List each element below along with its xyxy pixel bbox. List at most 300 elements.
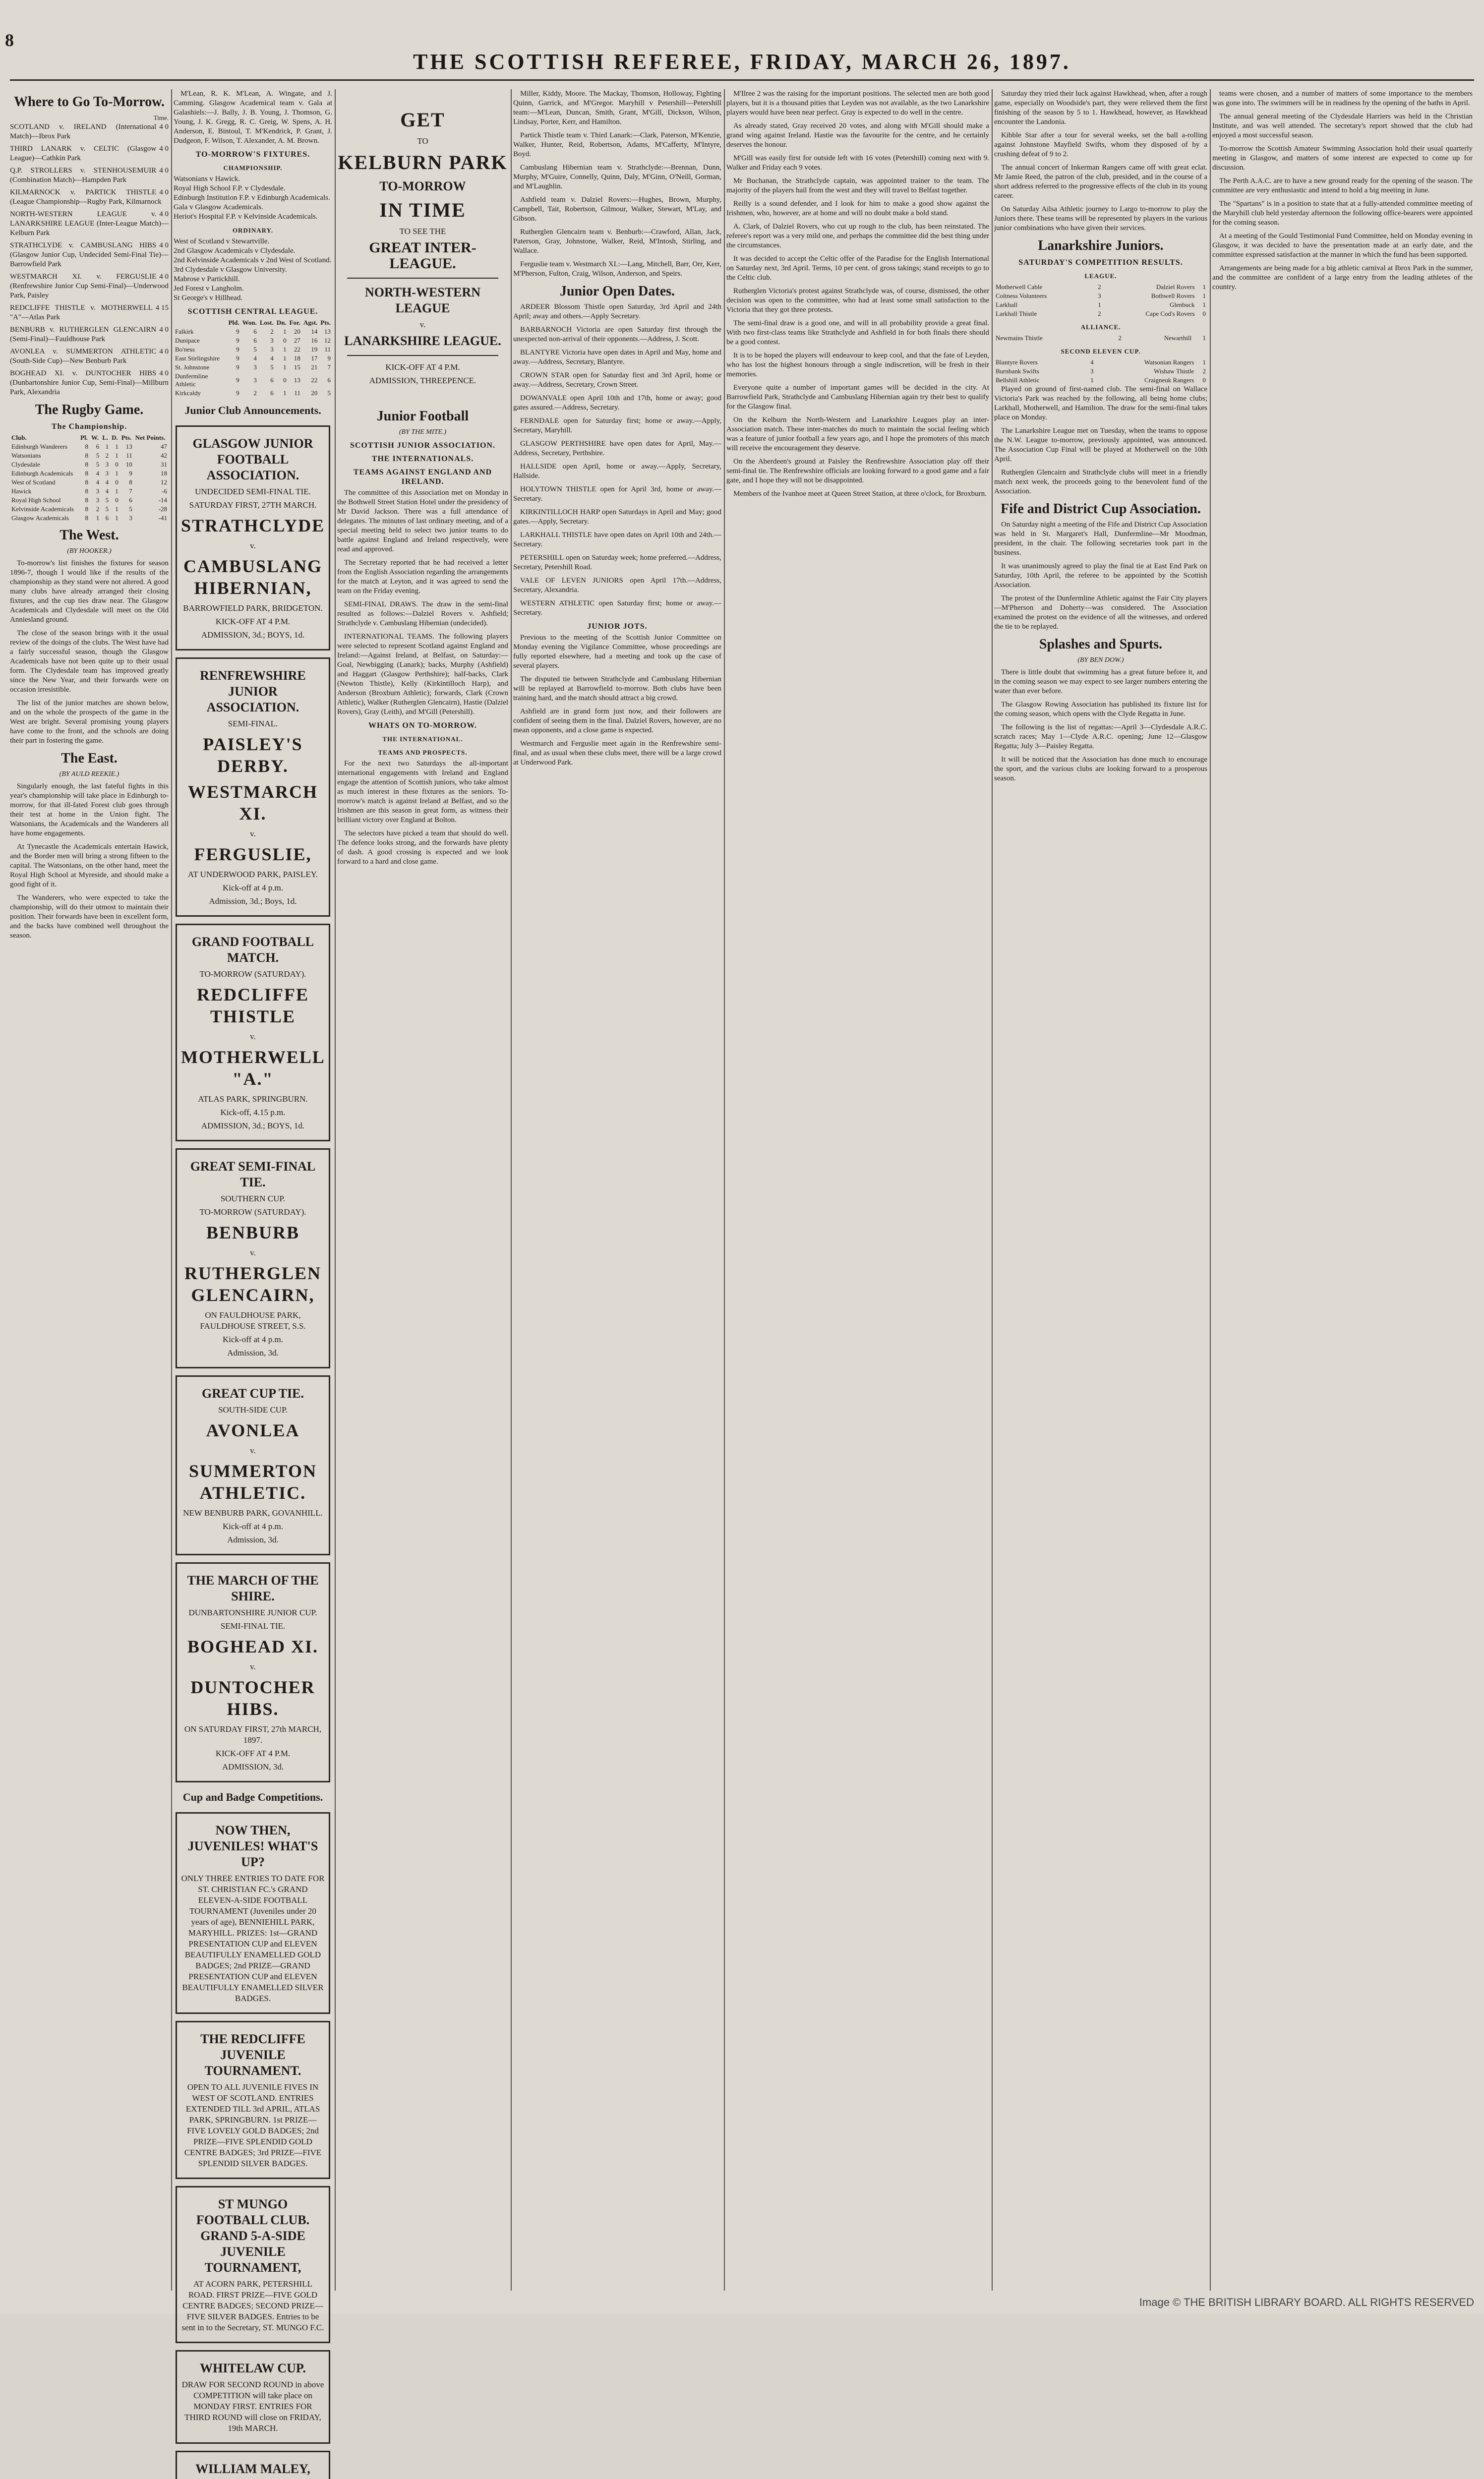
column-5 <box>726 89 989 2291</box>
table-cell: 1 <box>1202 358 1206 366</box>
table-cell: St. Johnstone <box>175 363 210 371</box>
team-list-paragraph: Cambuslang Hibernian team v. Strathclyde:—Brennan, Dunn, Murphy, M'Guire, Connelly, Quinn, Daly, M'Ginn, O'Neill, Gorman, and M'Laughlin. <box>513 164 721 190</box>
table-header-cell: Dn. <box>276 319 287 326</box>
table-row <box>10 496 169 505</box>
table-cell: Blantyre Rovers <box>996 358 1038 366</box>
table-cell: Kelvinside Academicals <box>11 505 74 513</box>
table-cell: 1 <box>283 354 287 362</box>
table-cell: 8 <box>85 461 88 468</box>
fixture-line: 3rd Clydesdale v Glasgow University. <box>174 266 287 274</box>
junior-club-heading: Junior Club Announcements. <box>184 404 321 416</box>
rugby-championship-table <box>10 433 169 523</box>
article-paragraph: It was decided to accept the Celtic offer of the Paradise for the English International on Saturday next, 3rd April. Terms, 10 per cent. of gross takings; stand receipts to go to the Celtic club. <box>726 255 989 282</box>
table-cell: 2 <box>1098 310 1101 317</box>
time-label: Time. <box>153 114 169 121</box>
east-byline: (BY AULD REEKIE.) <box>59 770 119 778</box>
open-date-entry: BARBARNOCH Victoria are open Saturday first through the unexpected non-arrival of their opponents.—Address, J. Scott. <box>513 326 721 343</box>
fixture-time: 4 0 <box>159 369 169 377</box>
junior-football-sub3: TEAMS AGAINST ENGLAND AND IRELAND. <box>353 468 492 486</box>
table-cell: Burnbank Swifts <box>996 367 1039 375</box>
table-row <box>174 345 332 354</box>
open-date-entry: LARKHALL THISTLE have open dates on April 10th and 24th.—Secretary. <box>513 531 721 548</box>
ad-headline: AVONLEA <box>206 1420 300 1440</box>
match-advertisement <box>176 1375 330 1555</box>
table-cell: 7 <box>129 487 132 495</box>
article-paragraph: A. Clark, of Dalziel Rovers, who cut up rough to the club, has been reinstated. The referee's report was a very mild one, and perhaps the committee did the best thing under the circumstances. <box>726 223 989 249</box>
open-date-entry: PETERSHILL open on Saturday week; home preferred.—Address, Secretary, Petershill Road. <box>513 554 721 571</box>
lanarkshire-league-label: LEAGUE. <box>1084 272 1117 280</box>
table-header-cell: Pts. <box>121 434 132 441</box>
table-cell: 9 <box>236 354 239 362</box>
table-cell: Newarthill <box>1164 334 1192 342</box>
table-cell: 9 <box>236 346 239 353</box>
ad-line: DUNBARTONSHIRE JUNIOR CUP. <box>188 1608 317 1617</box>
article-paragraph: As already stated, Gray received 20 votes, and along with M'Gill should make a grand wing against Ireland. Hastie was the favourite for the centre, and he certainly deserves the honour. <box>726 122 989 149</box>
fixtures-list <box>10 122 169 397</box>
table-cell: 0 <box>115 461 119 468</box>
article-paragraph: Everyone quite a number of important games will be decided in the city. At Barrowfield Park, Strathclyde and Cambuslang Hibernian again try their best to qualify for the Glasgow final. <box>726 384 989 411</box>
fixture-line: Royal High School F.P. v Clydesdale. <box>174 184 286 192</box>
table-cell: 1 <box>1202 301 1206 308</box>
table-cell: 4 <box>105 487 109 495</box>
open-date-entry: VALE OF LEVEN JUNIORS open April 17th.—Address, Secretary, Alexandria. <box>513 577 721 594</box>
ad-line: TO-MORROW (SATURDAY). <box>199 969 306 979</box>
article-paragraph: Saturday they tried their luck against Hawkhead, when, after a rough game, especially on Woodside's part, they were relieved them the first finishing of the season by 5 to 1. Hawkhead, however, as Hawkhead encounter the Landonia. <box>994 90 1207 126</box>
table-cell: Wishaw Thistle <box>1153 367 1194 375</box>
table-cell: 22 <box>311 376 318 384</box>
fixture-item <box>10 369 169 397</box>
ad-team: CAMBUSLANG HIBERNIAN, <box>183 556 322 598</box>
masthead <box>0 0 1484 74</box>
ad-versus: v. <box>250 1032 256 1041</box>
table-cell: East Stirlingshire <box>175 354 220 362</box>
ad-line: SOUTHERN CUP. <box>220 1194 286 1203</box>
fixture-time: 4 0 <box>159 123 169 131</box>
ad-team: DUNTOCHER HIBS. <box>190 1677 315 1719</box>
article-paragraph: The close of the season brings with it the usual review of the doings of the clubs. The West have had a fairly successful season, though the Glasgow Academicals have not been quite up to their usual form. The Clydesdale team has improved greatly since the New Year, and their forwards were on occasion irresistible. <box>10 629 169 694</box>
fixture-time: 4 0 <box>159 167 169 175</box>
fixture-text: SCOTLAND v. IRELAND (International Match)—Ibrox Park <box>10 123 157 140</box>
table-row <box>10 451 169 460</box>
ad-title: THE MARCH OF THE SHIRE. <box>187 1573 319 1603</box>
team-list-paragraph: Ferguslie team v. Westmarch XI.:—Lang, Mitchell, Barr, Orr, Kerr, M'Pherson, Fulton, Craig, Wilson, Anderson, and Speirs. <box>513 260 721 278</box>
splashes-heading: Splashes and Spurts. <box>1039 637 1163 652</box>
ad-versus: v. <box>250 1446 256 1455</box>
column-2 <box>174 89 332 2476</box>
lanarkshire-league-results <box>994 283 1207 318</box>
table-cell: 7 <box>327 363 331 371</box>
table-cell: 4 <box>253 354 257 362</box>
fixture-line: Edinburgh Institution F.P. v Edinburgh Academicals. <box>174 194 330 202</box>
ad-line: SATURDAY FIRST, 27TH MARCH. <box>189 500 317 510</box>
cup-badge-advertisements <box>174 1812 332 2444</box>
article-paragraph: The Secretary reported that he had received a letter from the English Association regarding the arrangements for the match at Leyton, and it was agreed to send the team on the Friday evening. <box>337 559 508 595</box>
table-cell: 6 <box>253 337 257 344</box>
ad-line: SOUTH-SIDE CUP. <box>218 1405 288 1415</box>
article-paragraph: SEMI-FINAL DRAWS. The draw in the semi-final resulted as follows:—Dalziel Rovers v. Ashfield; Strathclyde v. Cambuslang Hibernian (undecided). <box>337 600 508 627</box>
table-row <box>174 354 332 363</box>
article-paragraph: The selectors have picked a team that should do well. The defence looks strong, and the forwards have plenty of dash. A good crossing is expected and we look forward to a hard and close game. <box>337 829 508 866</box>
table-cell: 1 <box>1202 292 1206 299</box>
fixture-text: WESTMARCH XI. v. FERGUSLIE (Renfrewshire Junior Cup Semi-Final)—Underwood Park, Paisley <box>10 273 169 299</box>
table-cell: 12 <box>161 478 167 486</box>
ad-body: AT ACORN PARK, PETERSHILL ROAD. FIRST PRIZE—FIVE GOLD CENTRE BADGES; SECOND PRIZE—FIVE SILVER BADGES. Entries to be sent in to the Secretary, ST. MUNGO F.C. <box>181 2279 324 2332</box>
west-article <box>10 559 169 746</box>
article-paragraph: Westmarch and Ferguslie meet again in the Renfrewshire semi-final, and as usual when these clubs meet, there will be a large crowd at Underwood Park. <box>513 740 721 767</box>
table-header-cell: L. <box>102 434 109 441</box>
ad-title: NOW THEN, JUVENILES! WHAT'S UP? <box>187 1823 318 1869</box>
table-cell: 2 <box>1202 367 1206 375</box>
table-header-cell: W. <box>91 434 99 441</box>
table-cell: -28 <box>158 505 167 513</box>
fixture-text: BOGHEAD XI. v. DUNTOCHER HIBS (Dunbartonshire Junior Cup, Semi-Final)—Millburn Park, Alexandria <box>10 369 169 396</box>
table-cell: Coltness Volunteers <box>996 292 1047 299</box>
ad-title: GREAT SEMI-FINAL TIE. <box>190 1159 316 1189</box>
ad-title: GLASGOW JUNIOR FOOTBALL ASSOCIATION. <box>192 436 313 482</box>
table-cell: 5 <box>96 452 100 459</box>
open-date-entry: HALLSIDE open April, home or away.—Apply, Secretary, Hallside. <box>513 463 721 480</box>
whats-on-sub2: TEAMS AND PROSPECTS. <box>378 749 468 756</box>
table-cell: 2 <box>270 328 274 335</box>
article-paragraph: Previous to the meeting of the Scottish Junior Committee on Monday evening the Vigilance Committee, whose proceedings are fully reported elsewhere, had a meeting and took up the case of several players. <box>513 634 721 670</box>
team-lists <box>513 89 721 279</box>
whats-on-sub1: THE INTERNATIONAL. <box>382 735 463 743</box>
fixture-line: West of Scotland v Stewartville. <box>174 237 270 245</box>
rugby-subheading: The Championship. <box>51 422 127 431</box>
table-cell: Dunipace <box>175 337 200 344</box>
table-cell: 22 <box>294 346 300 353</box>
cup-advertisement <box>176 1812 330 2014</box>
fixture-item <box>10 188 169 207</box>
kelburn-divider <box>347 278 498 279</box>
table-cell: Glasgow Academicals <box>11 514 69 522</box>
table-cell: 9 <box>327 354 331 362</box>
table-cell: 6 <box>105 514 109 522</box>
table-cell: 21 <box>311 363 318 371</box>
lanarkshire-alliance-results <box>994 334 1207 343</box>
fixture-line: Heriot's Hospital F.P. v Kelvinside Academicals. <box>174 213 318 221</box>
column-rule <box>724 89 725 2291</box>
table-cell: Larkhall <box>996 301 1018 308</box>
article-paragraph: M'Ilree 2 was the raising for the important positions. The selected men are both good players, but it is a thousand pities that Leyden was not available, as the two Lanarkshire players would have been near perfect. Gray is expected to do well in the centre. <box>726 90 989 117</box>
ad-kickoff: Kick-off at 4 p.m. <box>223 883 283 892</box>
table-cell: 4 <box>96 470 100 477</box>
table-header-cell: Agst. <box>303 319 318 326</box>
table-header-cell: D. <box>112 434 118 441</box>
table-cell: 1 <box>283 328 287 335</box>
article-paragraph: The Perth A.A.C. are to have a new ground ready for the opening of the season. The committee are very enthusiastic and intend to hold a big meeting in June. <box>1212 177 1473 194</box>
table-cell: 9 <box>236 363 239 371</box>
ad-headline: STRATHCLYDE <box>181 516 325 535</box>
table-row <box>994 300 1207 309</box>
table-cell: 1 <box>1098 301 1101 308</box>
ad-versus: v. <box>250 829 256 838</box>
table-header-cell <box>174 318 227 327</box>
ad-title: GRAND FOOTBALL MATCH. <box>191 935 314 965</box>
article-paragraph: It was unanimously agreed to play the final tie at East End Park on Saturday, 10th April, the referee to be appointed by the Scottish Association. <box>994 562 1207 589</box>
fixture-text: KILMARNOCK v. PARTICK THISTLE (League Championship—Rugby Park, Kilmarnock <box>10 188 162 206</box>
fixture-time: 4 0 <box>159 326 169 334</box>
fixture-line: 2nd Kelvinside Academicals v 2nd West of Scotland. <box>174 256 332 264</box>
table-cell: West of Scotland <box>11 478 56 486</box>
kelburn-line3: KELBURN PARK <box>338 151 508 174</box>
ad-headline: BENBURB <box>206 1223 300 1242</box>
fixture-time: 4 0 <box>159 145 169 153</box>
table-cell: Cape Cod's Rovers <box>1145 310 1195 317</box>
kelburn-line6: TO SEE THE <box>399 227 446 236</box>
junior-football-sub1: SCOTTISH JUNIOR ASSOCIATION. <box>350 441 496 450</box>
table-cell: 8 <box>129 478 132 486</box>
article-paragraph: To-morrow the Scottish Amateur Swimming Association hold their usual quarterly meeting in Glasgow, and matters of some interest are expected to come up for discussion. <box>1212 145 1473 172</box>
column-rule <box>335 89 336 2291</box>
kelburn-line12: ADMISSION, THREEPENCE. <box>369 376 476 385</box>
table-cell: 1 <box>115 487 119 495</box>
table-cell: 5 <box>253 346 257 353</box>
lanarkshire-article <box>994 385 1207 496</box>
article-paragraph: The Glasgow Rowing Association has published its fixture list for the coming season, which opens with the Clyde Regatta in June. <box>994 701 1207 718</box>
article-paragraph: The annual concert of Inkerman Rangers came off with great eclat. Mr Jamie Reed, the patron of the club, presided, and in the course of a short address referred to the progressive effects of the club in its young career. <box>994 164 1207 200</box>
table-header-cell: Won. <box>242 319 257 326</box>
kelburn-line2: TO <box>417 136 428 146</box>
ad-team: SUMMERTON ATHLETIC. <box>188 1461 317 1503</box>
team-list-paragraph: Miller, Kiddy, Moore. The Mackay, Thomson, Holloway, Fighting Quinn, Garrick, and M'Gregor. Maryhill v Petershill—Petershill team:—M'Lean, Duncan, Smith, Grant, M'Gill, Dickson, Wilson, Lindsay, Porter, Kerr, and Hamilton. <box>513 90 721 126</box>
fixture-item <box>10 272 169 300</box>
fixture-time: 4 0 <box>159 210 169 218</box>
kelburn-line9: v. <box>419 320 426 329</box>
table-cell: 0 <box>1202 376 1206 384</box>
table-row <box>10 505 169 514</box>
fixture-item <box>10 347 169 366</box>
ad-admission: ADMISSION, 3d. <box>222 1762 284 1771</box>
article-paragraph: Singularly enough, the last fateful fights in this year's championship will take place in Edinburgh to-morrow, for that ill-fated Forest club goes through their test at home in the Union fight. The Watsonians, the Academicals and the Wanderers all have home engagements. <box>10 782 169 837</box>
table-cell: 13 <box>125 443 132 450</box>
open-date-entry: DOWANVALE open April 10th and 17th, home or away; good gates assured.—Address, Secretary. <box>513 394 721 412</box>
ad-admission: ADMISSION, 3d.; BOYS, 1d. <box>201 1121 305 1130</box>
where-to-go-heading: Where to Go To-Morrow. <box>14 94 165 110</box>
lanarkshire-sub: SATURDAY'S COMPETITION RESULTS. <box>1018 258 1183 267</box>
table-header-cell: Lost. <box>259 319 274 326</box>
ad-admission: ADMISSION, 3d.; BOYS, 1d. <box>201 630 305 640</box>
open-date-entry: BLANTYRE Victoria have open dates in April and May, home and away.—Address, Secretary, Blantyre. <box>513 349 721 366</box>
fixture-text: BENBURB v. RUTHERGLEN GLENCAIRN (Semi-Final)—Fauldhouse Park <box>10 326 157 343</box>
table-row <box>174 372 332 389</box>
table-row <box>174 363 332 372</box>
table-cell: 3 <box>270 337 274 344</box>
junior-football-sub2: THE INTERNATIONALS. <box>371 455 474 463</box>
page-number: 8 <box>5 30 14 50</box>
table-cell: Bellshill Athletic <box>996 376 1040 384</box>
column-7 <box>1212 89 1473 2291</box>
fixture-item <box>10 166 169 185</box>
table-cell: 3 <box>96 496 100 504</box>
open-date-entry: HOLYTOWN THISTLE open for April 3rd, home or away.—Secretary. <box>513 485 721 503</box>
junior-football-byline: (BY THE MITE.) <box>399 428 447 436</box>
table-row <box>174 336 332 345</box>
table-cell: Craigneuk Rangers <box>1144 376 1194 384</box>
article-paragraph: The Wanderers, who were expected to take the championship, will do their utmost to maintain their position. Their forwards have been in excellent form, and the backs have combined well throughout the season. <box>10 894 169 940</box>
ad-venue: AT UNDERWOOD PARK, PAISLEY. <box>187 870 318 879</box>
table-cell: 16 <box>311 337 318 344</box>
whats-on-article <box>337 759 508 867</box>
ad-admission: Admission, 3d. <box>227 1348 279 1358</box>
table-cell: Watsonians <box>11 452 41 459</box>
table-cell: 20 <box>294 328 300 335</box>
table-cell: Royal High School <box>11 496 61 504</box>
ad-team: FERGUSLIE, <box>194 844 312 864</box>
ad-admission: Admission, 3d.; Boys, 1d. <box>209 896 297 906</box>
article-paragraph: Kibble Star after a tour for several weeks, set the ball a-rolling against Johnstone Mayfield Swifts, whom they disposed of by a crushing defeat of 9 to 2. <box>994 131 1207 158</box>
table-cell: 3 <box>1090 367 1094 375</box>
ad-admission: Admission, 3d. <box>227 1535 279 1544</box>
table-cell: 8 <box>85 452 88 459</box>
table-cell: 0 <box>1202 310 1206 317</box>
table-row <box>994 283 1207 292</box>
table-cell: 1 <box>115 452 119 459</box>
teams-intro: M'Lean, R. K. M'Lean, A. Wingate, and J. Camming. Glasgow Academical team v. Gala at Galashiels:—J. Bally, J. B. Young, J. Thomson, G. Young, J. K. Gregg, R. C. Greig, W. Spens, A. H. Anderson, E. Bintoul, T. M'Kendrick, P. Grant, J. Dudgeon, F. Wilson, T. Alexander, A. M. Brown. <box>174 90 332 145</box>
match-advertisements <box>174 425 332 1782</box>
table-cell: Glenbuck <box>1169 301 1195 308</box>
fixture-text: REDCLIFFE THISTLE v. MOTHERWELL "A"—Atlas Park <box>10 304 153 321</box>
ad-kickoff: Kick-off at 4 p.m. <box>223 1522 283 1531</box>
west-heading: The West. <box>59 528 119 543</box>
table-cell: 20 <box>311 389 318 397</box>
article-paragraph: Reilly is a sound defender, and I look for him to make a good show against the Irishmen, who, however, are at home and will no doubt make a bold stand. <box>726 200 989 217</box>
splashes-article <box>994 668 1207 783</box>
table-cell: 9 <box>236 389 239 397</box>
article-paragraph: The committee of this Association met on Monday in the Bothwell Street Station Hotel under the presidency of Mr David Jackson. There was a full attendance of delegates. The minutes of last ordinary meeting, and of a special meeting held to select two junior teams to do battle against England and Ireland respectively, were read and approved. <box>337 489 508 553</box>
ad-team: RUTHERGLEN GLENCAIRN, <box>184 1263 322 1305</box>
table-cell: 11 <box>294 389 300 397</box>
article-paragraph: Played on ground of first-named club. The semi-final on Wallace Victoria's Park was reached by the following, all being home clubs; Larkhall, Motherwell, and Hamilton. The draw for the semi-final takes place on Monday. <box>994 385 1207 421</box>
table-cell: 2 <box>105 452 109 459</box>
table-cell: 2 <box>1098 283 1101 291</box>
fife-heading: Fife and District Cup Association. <box>1001 501 1201 517</box>
fixture-time: 4 0 <box>159 241 169 249</box>
article-paragraph: The protest of the Dunfermline Athletic against the Fair City players—M'Pherson and Doherty—was considered. The Association examined the protest on the evidence of all the witnesses, and ordered the tie to be replayed. <box>994 594 1207 631</box>
column-rule <box>171 89 172 2291</box>
table-cell: 9 <box>129 470 132 477</box>
ad-body: OPEN TO ALL JUVENILE FIVES IN WEST OF SCOTLAND. ENTRIES EXTENDED TILL 3rd APRIL, ATLAS PARK, SPRINGBURN. 1st PRIZE—FIVE LOVELY GOLD BADGES; 2nd PRIZE—FIVE SPLENDID GOLD CENTRE BADGES; 3rd PRIZE—FIVE SPLENDID SILVER BADGES. <box>184 2082 322 2168</box>
fixture-line: Mabrose v Partickhill. <box>174 275 240 283</box>
kelburn-line8: NORTH-WESTERN LEAGUE <box>364 285 481 315</box>
maley-advertisement <box>176 2451 330 2479</box>
splashes-byline: (BY BEN DOW.) <box>1077 656 1124 664</box>
cup-advertisement <box>176 2021 330 2179</box>
table-cell: 11 <box>126 452 132 459</box>
table-cell: 1 <box>115 514 119 522</box>
column-rule <box>992 89 993 2291</box>
open-date-entry: GLASGOW PERTHSHIRE have open dates for April, May.—Address, Secretary, Perthshire. <box>513 440 721 457</box>
table-cell: 1 <box>105 443 109 450</box>
kelburn-line4: TO-MORROW <box>379 179 466 193</box>
table-cell: 18 <box>294 354 300 362</box>
table-cell: 5 <box>270 363 274 371</box>
table-cell: 1 <box>283 346 287 353</box>
table-cell: 9 <box>236 337 239 344</box>
article-paragraph: Members of the Ivanhoe meet at Queen Street Station, at three o'clock, for Broxburn. <box>733 490 987 498</box>
table-header-row <box>10 433 169 442</box>
table-cell: 10 <box>125 461 132 468</box>
ad-line: SEMI-FINAL. <box>228 719 278 728</box>
table-cell: 8 <box>85 443 88 450</box>
table-cell: 3 <box>96 487 100 495</box>
table-cell: Newmains Thistle <box>996 334 1043 342</box>
masthead-title: THE SCOTTISH REFEREE, FRIDAY, MARCH 26, 1897. <box>413 50 1071 74</box>
table-header-row <box>174 318 332 327</box>
article-paragraph: Rutherglen Victoria's protest against Strathclyde was, of course, dismissed, the other decision was open to the committee, who had at least some small satisfaction to the Victoria that they got three protests. <box>726 287 989 314</box>
table-cell: 1 <box>1202 334 1206 342</box>
fixture-time: 4 0 <box>159 348 169 355</box>
table-header-cell: Pts. <box>320 319 331 326</box>
table-cell: 8 <box>85 496 88 504</box>
fixture-item <box>10 144 169 163</box>
table-cell: 2 <box>96 505 100 513</box>
article-paragraph: On the Kelburn the North-Western and Lanarkshire Leagues play an inter-Association match. These inter-matches do much to maintain the social feeling which was a feature of junior football a few years ago, and I hope the promoters of this match will receive the encouragement they deserve. <box>726 416 989 452</box>
table-cell: 17 <box>311 354 318 362</box>
table-header-cell: Pld. <box>228 319 239 326</box>
junior-football-continued <box>726 89 989 499</box>
match-advertisement <box>176 1148 330 1368</box>
article-paragraph: INTERNATIONAL TEAMS. The following players were selected to represent Scotland against England and Ireland:—Against Ireland, at Belfast, on Saturday:—Goal, Newbigging (Lanark); backs, Murphy (Ashfield) and Haggart (Glasgow Perthshire); half-backs, Clark (Newton Thistle), Kelly (Kirkintilloch Harp), and Anderson (Broxburn Athletic); forwards, Clark (Crown Athletic), Walker (Rutherglen Glencairn), Hastie (Dalziel Rovers), Gray (Leith), and M'Gill (Petershill). <box>337 633 508 716</box>
table-cell: Dalziel Rovers <box>1156 283 1195 291</box>
ad-headline: BOGHEAD XI. <box>187 1637 319 1656</box>
lanarkshire-second-label: SECOND ELEVEN CUP. <box>1061 348 1141 355</box>
ordinary-fixtures <box>174 237 332 303</box>
article-paragraph: Mr Buchanan, the Strathclyde captain, was appointed trainer to the team. The majority of the players hail from the west and they will travel to Belfast together. <box>726 177 989 194</box>
championship-fixtures <box>174 175 332 222</box>
table-cell: 3 <box>129 514 132 522</box>
article-paragraph: teams were chosen, and a number of matters of some importance to the members was gone into. The swimmers will be in readiness by the opening of the baths in April. <box>1212 90 1473 107</box>
table-cell: 8 <box>85 505 88 513</box>
fixture-line: Gala v Glasgow Academicals. <box>174 203 263 211</box>
ad-line: TO-MORROW (SATURDAY). <box>199 1207 306 1217</box>
match-advertisement <box>176 924 330 1141</box>
table-cell: 1 <box>115 470 119 477</box>
lanarkshire-alliance-label: ALLIANCE. <box>1080 323 1121 331</box>
image-credit: Image © THE BRITISH LIBRARY BOARD. ALL RIGHTS RESERVED <box>1139 2296 1474 2308</box>
team-list-paragraph: Partick Thistle team v. Third Lanark:—Clark, Paterson, M'Kenzie, Walker, Hunter, Reid, Robertson, Adams, M'Cafferty, M'Intyre, Boyd. <box>513 131 721 158</box>
table-row <box>994 367 1207 376</box>
table-row <box>10 514 169 523</box>
table-cell: 0 <box>283 376 287 384</box>
ad-versus: v. <box>250 541 256 550</box>
east-heading: The East. <box>61 751 118 766</box>
open-date-entry: KIRKINTILLOCH HARP open Saturdays in April and May; good gates.—Apply, Secretary. <box>513 508 721 526</box>
table-cell: Watsonian Rangers <box>1144 358 1194 366</box>
kelburn-line1: GET <box>400 109 445 131</box>
match-advertisement <box>176 1562 330 1782</box>
ad-kickoff: Kick-off, 4.15 p.m. <box>220 1108 286 1117</box>
table-cell: 19 <box>311 346 318 353</box>
article-paragraph: The semi-final draw is a good one, and will in all probability provide a great final. With two first-class teams like Strathclyde and Ashfield in for both finals there should be a good contest. <box>726 319 989 346</box>
fixture-line: Watsonians v Hawick. <box>174 175 240 183</box>
table-cell: 1 <box>283 389 287 397</box>
junior-jots-heading: JUNIOR JOTS. <box>587 622 648 631</box>
match-advertisement <box>176 657 330 917</box>
ad-venue: ON SATURDAY FIRST, 27th MARCH, 1897. <box>184 1724 322 1745</box>
team-list-paragraph: Rutherglen Glencairn team v. Benburb:—Crawford, Allan, Jack, Paterson, Gray, Johnstone, Walker, Reid, M'Intosh, Stirling, and Wallace. <box>513 228 721 255</box>
table-cell: 6 <box>96 443 100 450</box>
table-cell: 0 <box>115 478 119 486</box>
ad-versus: v. <box>250 1662 256 1671</box>
article-paragraph: The disputed tie between Strathclyde and Cambuslang Hibernian will be replayed at Barrowfield to-morrow. Both clubs have been training hard, and the match should attract a big crowd. <box>513 675 721 702</box>
table-cell: 12 <box>324 337 331 344</box>
fixture-time: 4 0 <box>159 188 169 196</box>
fixture-text: NORTH-WESTERN LEAGUE v. LANARKSHIRE LEAGUE (Inter-League Match)—Kelburn Park <box>10 210 169 237</box>
article-paragraph: There is little doubt that swimming has a great future before it, and in the coming season we may expect to see larger numbers entering the water than ever before. <box>994 668 1207 695</box>
cup-advertisement <box>176 2186 330 2343</box>
ad-team: WESTMARCH XI. <box>187 782 318 824</box>
